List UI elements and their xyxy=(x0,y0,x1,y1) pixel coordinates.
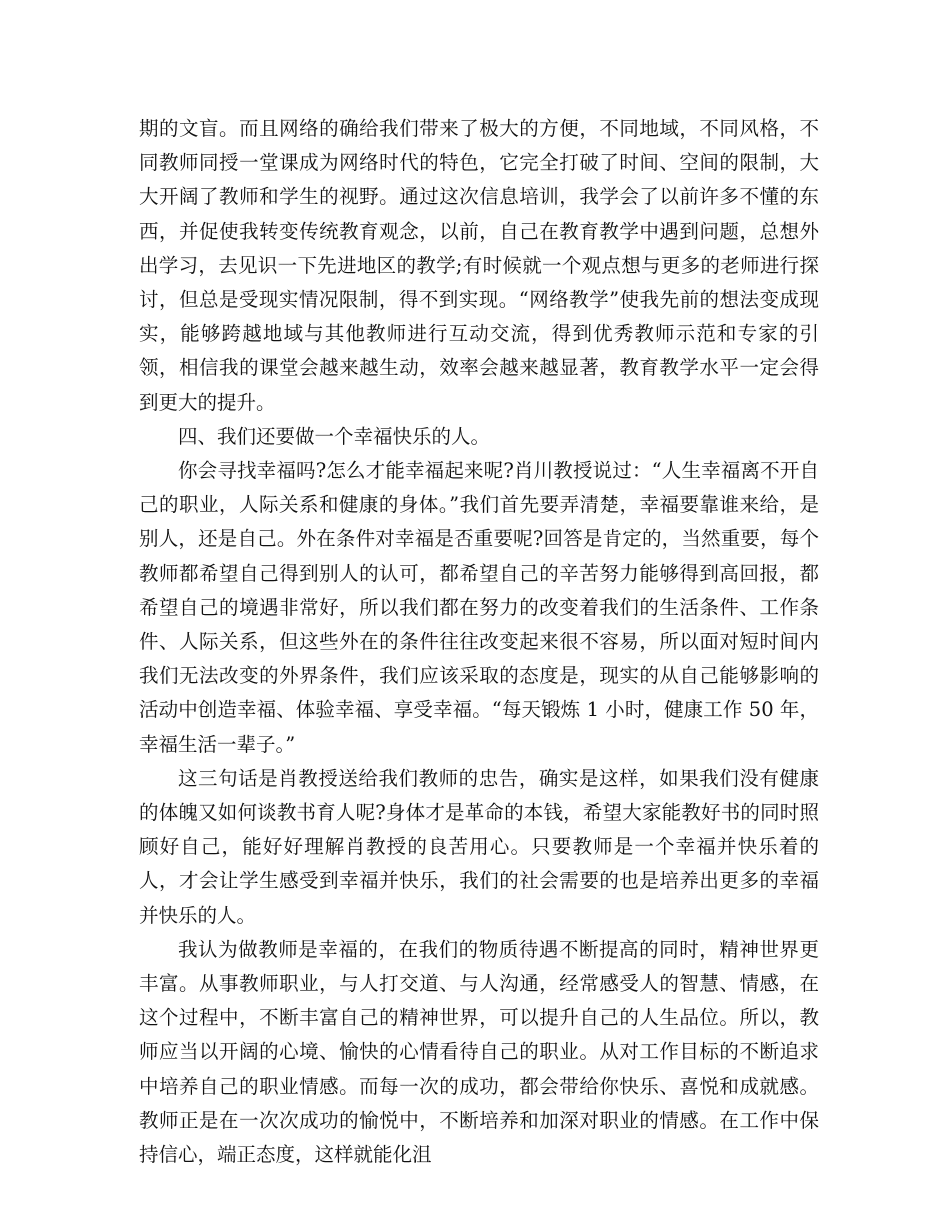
paragraph-1: 期的文盲。而且网络的确给我们带来了极大的方便，不同地域，不同风格，不同教师同授一堂课成为网络时代的特色，它完全打破了时间、空间的限制，大大开阔了教师和学生的视野。通过这次信息培训，我学会了以前许多不懂的东西，并促使我转变传统教育观念，以前，自己在教育教学中遇到问题，总想外出学习，去见识一下先进地区的教学;有时候就一个观点想与更多的老师进行探讨，但总是受现实情况限制，得不到实现。“网络教学”使我先前的想法变成现实，能够跨越地域与其他教师进行互动交流，得到优秀教师示范和专家的引领，相信我的课堂会越来越生动，效率会越来越显著，教育教学水平一定会得到更大的提升。 xyxy=(139,117,819,414)
paragraph-3: 你会寻找幸福吗?怎么才能幸福起来呢?肖川教授说过：“人生幸福离不开自己的职业，人际关系和健康的身体。”我们首先要弄清楚，幸福要靠谁来给，是别人，还是自己。外在条件对幸福是否重要呢?回答是肯定的，当然重要，每个教师都希望自己得到别人的认可，都希望自己的辛苦努力能够得到高回报，都希望自己的境遇非常好，所以我们都在努力的改变着我们的生活条件、工作条件、人际关系，但这些外在的条件往往改变起来很不容易，所以面对短时间内我们无法改变的外界条件，我们应该采取的态度是，现实的从自己能够影响的活动中创造幸福、体验幸福、享受幸福。“每天锻炼 1 小时，健康工作 50 年，幸福生活一辈子。” xyxy=(139,459,819,756)
section-heading-4: 四、我们还要做一个幸福快乐的人。 xyxy=(178,424,491,448)
paragraph-5: 我认为做教师是幸福的，在我们的物质待遇不断提高的同时，精神世界更丰富。从事教师职业，与人打交道、与人沟通，经常感受人的智慧、情感，在这个过程中，不断丰富自己的精神世界，可以提升自己的人生品位。所以，教师应当以开阔的心境、愉快的心情看待自己的职业。从对工作目标的不断追求中培养自己的职业情感。而每一次的成功，都会带给你快乐、喜悦和成就感。教师正是在一次次成功的愉悦中，不断培养和加深对职业的情感。在工作中保持信心，端正态度，这样就能化沮 xyxy=(139,937,819,1167)
paragraph-4: 这三句话是肖教授送给我们教师的忠告，确实是这样，如果我们没有健康的体魄又如何谈教书育人呢?身体才是革命的本钱，希望大家能教好书的同时照顾好自己，能好好理解肖教授的良苦用心。只要教师是一个幸福并快乐着的人，才会让学生感受到幸福并快乐，我们的社会需要的也是培养出更多的幸福并快乐的人。 xyxy=(139,766,819,927)
body-text xyxy=(139,112,819,1172)
